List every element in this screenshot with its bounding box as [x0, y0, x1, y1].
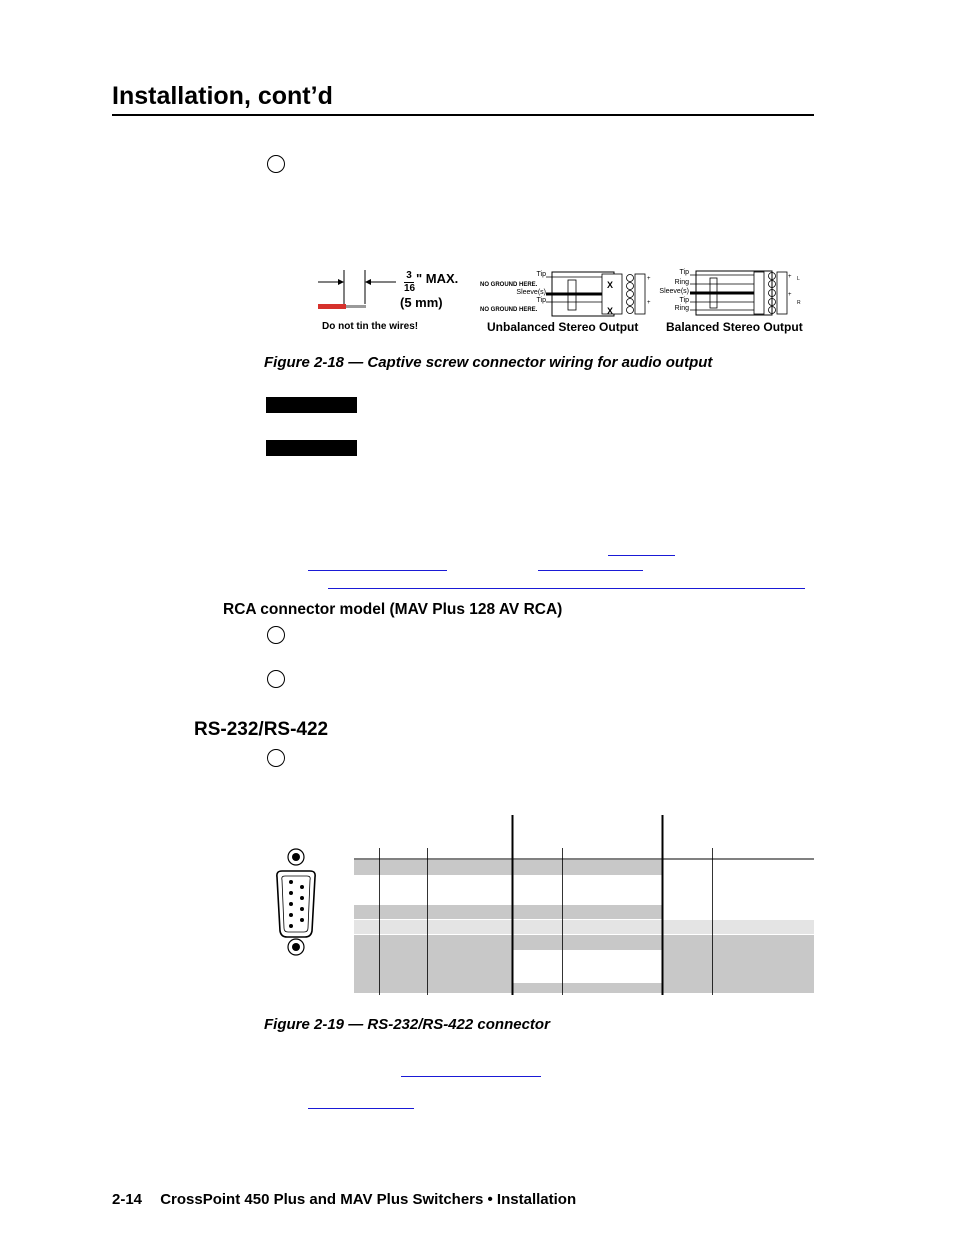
svg-text:X: X — [607, 306, 614, 316]
unbalanced-label: Unbalanced Stereo Output — [487, 320, 639, 334]
unbal-noground-1: NO GROUND HERE. — [480, 282, 538, 288]
fraction-numerator: 3 — [406, 270, 412, 281]
svg-text:+: + — [647, 276, 651, 282]
pin-table-graphic — [354, 815, 814, 995]
footer-text: CrossPoint 450 Plus and MAV Plus Switchers • Installation — [160, 1191, 577, 1208]
unbalanced-connector-graphic — [546, 270, 650, 318]
bal-tip-2: Tip — [679, 297, 689, 304]
bal-ring-2: Ring — [674, 305, 689, 312]
max-label: " MAX. — [416, 271, 459, 286]
note-label-bar — [266, 440, 357, 456]
unbal-noground-2: NO GROUND HERE. — [480, 307, 538, 313]
db9-connector — [270, 845, 326, 959]
fraction-denominator: 16 — [404, 283, 416, 294]
db9-connector-graphic — [270, 845, 326, 959]
page-title: Installation, cont’d — [112, 82, 333, 110]
figure-18-caption: Figure 2-18 — Captive screw connector wiring for audio output — [264, 354, 713, 371]
unbalanced-connector — [480, 270, 651, 318]
link-underline[interactable] — [308, 570, 447, 571]
mm-label: (5 mm) — [400, 295, 443, 310]
bal-sleeve: Sleeve(s) — [659, 288, 689, 295]
link-underline[interactable] — [328, 588, 805, 589]
unbal-sleeve: Sleeve(s) — [516, 289, 546, 296]
pin-table — [354, 815, 814, 995]
svg-text:+: + — [647, 300, 651, 306]
unbal-tip-1: Tip — [536, 271, 546, 278]
step-marker — [267, 626, 285, 644]
note-label-bar — [266, 397, 357, 413]
link-underline[interactable] — [308, 1108, 414, 1109]
step-marker — [267, 749, 285, 767]
page-number: 2-14 — [112, 1191, 143, 1208]
svg-text:X: X — [607, 280, 614, 290]
bal-tip-1: Tip — [679, 269, 689, 276]
title-rule — [112, 114, 814, 116]
step-marker — [267, 670, 285, 688]
svg-text:+: + — [788, 292, 792, 298]
svg-text:+: + — [788, 274, 792, 280]
rca-heading: RCA connector model (MAV Plus 128 AV RCA) — [223, 601, 563, 618]
link-underline[interactable] — [608, 555, 675, 556]
link-underline[interactable] — [538, 570, 643, 571]
balanced-label: Balanced Stereo Output — [666, 320, 803, 334]
no-tin-note: Do not tin the wires! — [322, 321, 419, 332]
bal-side-l: L — [797, 276, 800, 282]
page-footer — [112, 1191, 576, 1208]
balanced-connector — [650, 268, 810, 318]
unbal-tip-2: Tip — [536, 297, 546, 304]
link-underline[interactable] — [401, 1076, 541, 1077]
rs232-heading: RS-232/RS-422 — [194, 719, 329, 740]
step-marker — [267, 155, 285, 173]
bal-ring-1: Ring — [674, 279, 689, 286]
bal-side-r: R — [797, 300, 801, 306]
figure-19-caption: Figure 2-19 — RS-232/RS-422 connector — [264, 1016, 550, 1033]
balanced-connector-graphic — [690, 268, 794, 318]
